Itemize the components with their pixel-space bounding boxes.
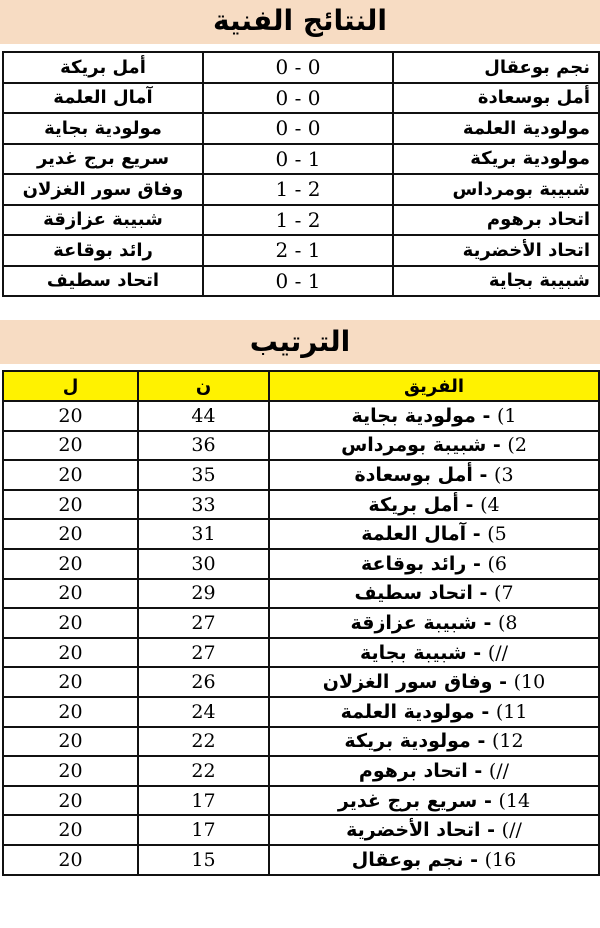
team-points: 44 [138,401,269,431]
team-rank: 2) [507,434,527,457]
team-points: 36 [138,431,269,461]
standings-row [3,638,599,668]
standings-row [3,608,599,638]
away-team: آمال العلمة [3,83,203,114]
team-rank: //) [487,641,509,664]
team-name: مولودية العلمة [340,700,475,723]
team-cell [269,401,599,431]
standings-row [3,490,599,520]
team-name: اتحاد برهوم [358,759,468,782]
rank-separator: - [474,700,496,723]
team-cell [269,460,599,490]
games-played: 20 [3,549,138,579]
away-team: اتحاد سطيف [3,266,203,297]
away-team: وفاق سور الغزلان [3,174,203,205]
team-rank: 7) [494,582,514,605]
match-score: 0 - 0 [203,83,393,114]
rank-separator: - [472,463,495,486]
match-score: 1 - 2 [203,205,393,236]
rank-separator: - [477,789,499,812]
games-played: 20 [3,519,138,549]
standings-row [3,519,599,549]
standings-row [3,579,599,609]
rank-separator: - [470,730,492,753]
team-rank: 3) [494,463,514,486]
team-name: مولودية بجاية [351,404,476,427]
standings-row [3,401,599,431]
team-name: نجم بوعقال [351,848,464,871]
team-points: 22 [138,727,269,757]
team-cell [269,638,599,668]
games-played: 20 [3,608,138,638]
standings-row [3,815,599,845]
games-played: 20 [3,697,138,727]
standings-row [3,786,599,816]
team-points: 30 [138,549,269,579]
away-team: شبيبة عزازقة [3,205,203,236]
standings-header-row [3,371,599,401]
games-played: 20 [3,667,138,697]
header-points: ن [138,371,269,401]
team-cell [269,519,599,549]
team-cell [269,490,599,520]
games-played: 20 [3,460,138,490]
games-played: 20 [3,431,138,461]
team-name: وفاق سور الغزلان [322,671,493,694]
team-points: 31 [138,519,269,549]
team-rank: 16) [484,848,517,871]
team-name: مولودية بريكة [344,730,471,753]
team-cell [269,608,599,638]
team-rank: 1) [496,404,517,427]
team-points: 17 [138,815,269,845]
team-rank: 12) [491,730,524,753]
home-team: نجم بوعقال [393,52,599,83]
team-points: 22 [138,756,269,786]
team-rank: 14) [498,789,531,812]
team-rank: 6) [487,552,507,575]
team-name: اتحاد سطيف [354,582,473,605]
rank-separator: - [466,641,488,664]
result-row [3,266,599,297]
games-played: 20 [3,490,138,520]
team-name: شبيبة بومرداس [341,434,487,457]
team-points: 35 [138,460,269,490]
team-points: 24 [138,697,269,727]
team-points: 33 [138,490,269,520]
match-score: 2 - 1 [203,235,393,266]
home-team: شبيبة بومرداس [393,174,599,205]
team-cell [269,786,599,816]
result-row [3,174,599,205]
team-points: 27 [138,638,269,668]
standings-table [2,370,600,876]
team-name: شبيبة بجاية [359,641,467,664]
rank-separator: - [467,759,489,782]
team-cell [269,697,599,727]
rank-separator: - [492,671,514,694]
team-rank: 10) [513,671,546,694]
rank-separator: - [472,582,495,605]
team-cell [269,667,599,697]
standings-row [3,845,599,875]
standings-row [3,697,599,727]
home-team: اتحاد برهوم [393,205,599,236]
team-name: أمل بوسعادة [354,463,473,486]
match-score: 0 - 1 [203,144,393,175]
team-points: 26 [138,667,269,697]
standings-row [3,667,599,697]
team-rank: 8) [497,611,518,634]
home-team: أمل بوسعادة [393,83,599,114]
team-name: سريع برج غدير [337,789,478,812]
standings-row [3,727,599,757]
away-team: مولودية بجاية [3,113,203,144]
team-rank: 4) [480,493,500,516]
team-name: أمل بريكة [368,493,459,516]
match-score: 0 - 0 [203,113,393,144]
match-score: 1 - 2 [203,174,393,205]
home-team: مولودية العلمة [393,113,599,144]
games-played: 20 [3,579,138,609]
team-name: اتحاد الأخضرية [346,819,481,842]
standings-row [3,549,599,579]
result-row [3,235,599,266]
rank-separator: - [466,552,488,575]
team-cell [269,579,599,609]
standings-row [3,431,599,461]
team-points: 27 [138,608,269,638]
match-score: 0 - 1 [203,266,393,297]
result-row [3,205,599,236]
away-team: أمل بريكة [3,52,203,83]
team-cell [269,756,599,786]
rank-separator: - [463,848,485,871]
rank-separator: - [475,404,497,427]
home-team: مولودية بريكة [393,144,599,175]
result-row [3,83,599,114]
header-played: ل [3,371,138,401]
away-team: رائد بوقاعة [3,235,203,266]
team-cell [269,549,599,579]
team-cell [269,431,599,461]
team-points: 17 [138,786,269,816]
team-name: شبيبة عزازقة [350,611,477,634]
team-rank: //) [488,759,510,782]
games-played: 20 [3,727,138,757]
away-team: سريع برج غدير [3,144,203,175]
games-played: 20 [3,401,138,431]
results-title: النتائج الفنية [0,0,600,44]
games-played: 20 [3,845,138,875]
result-row [3,144,599,175]
team-rank: 5) [487,523,507,546]
games-played: 20 [3,815,138,845]
games-played: 20 [3,638,138,668]
rank-separator: - [476,611,498,634]
results-table [2,51,600,297]
team-cell [269,727,599,757]
team-name: رائد بوقاعة [361,552,467,575]
team-rank: //) [501,819,522,842]
home-team: اتحاد الأخضرية [393,235,599,266]
rank-separator: - [458,493,481,516]
games-played: 20 [3,756,138,786]
match-score: 0 - 0 [203,52,393,83]
team-name: آمال العلمة [361,523,467,546]
home-team: شبيبة بجاية [393,266,599,297]
team-points: 29 [138,579,269,609]
rank-separator: - [466,523,488,546]
standings-row [3,460,599,490]
team-cell [269,845,599,875]
rank-separator: - [480,819,502,842]
rank-separator: - [486,434,508,457]
standings-row [3,756,599,786]
result-row [3,113,599,144]
team-rank: 11) [495,700,528,723]
team-cell [269,815,599,845]
team-points: 15 [138,845,269,875]
header-team: الفريق [269,371,599,401]
result-row [3,52,599,83]
standings-title: الترتيب [0,320,600,364]
games-played: 20 [3,786,138,816]
